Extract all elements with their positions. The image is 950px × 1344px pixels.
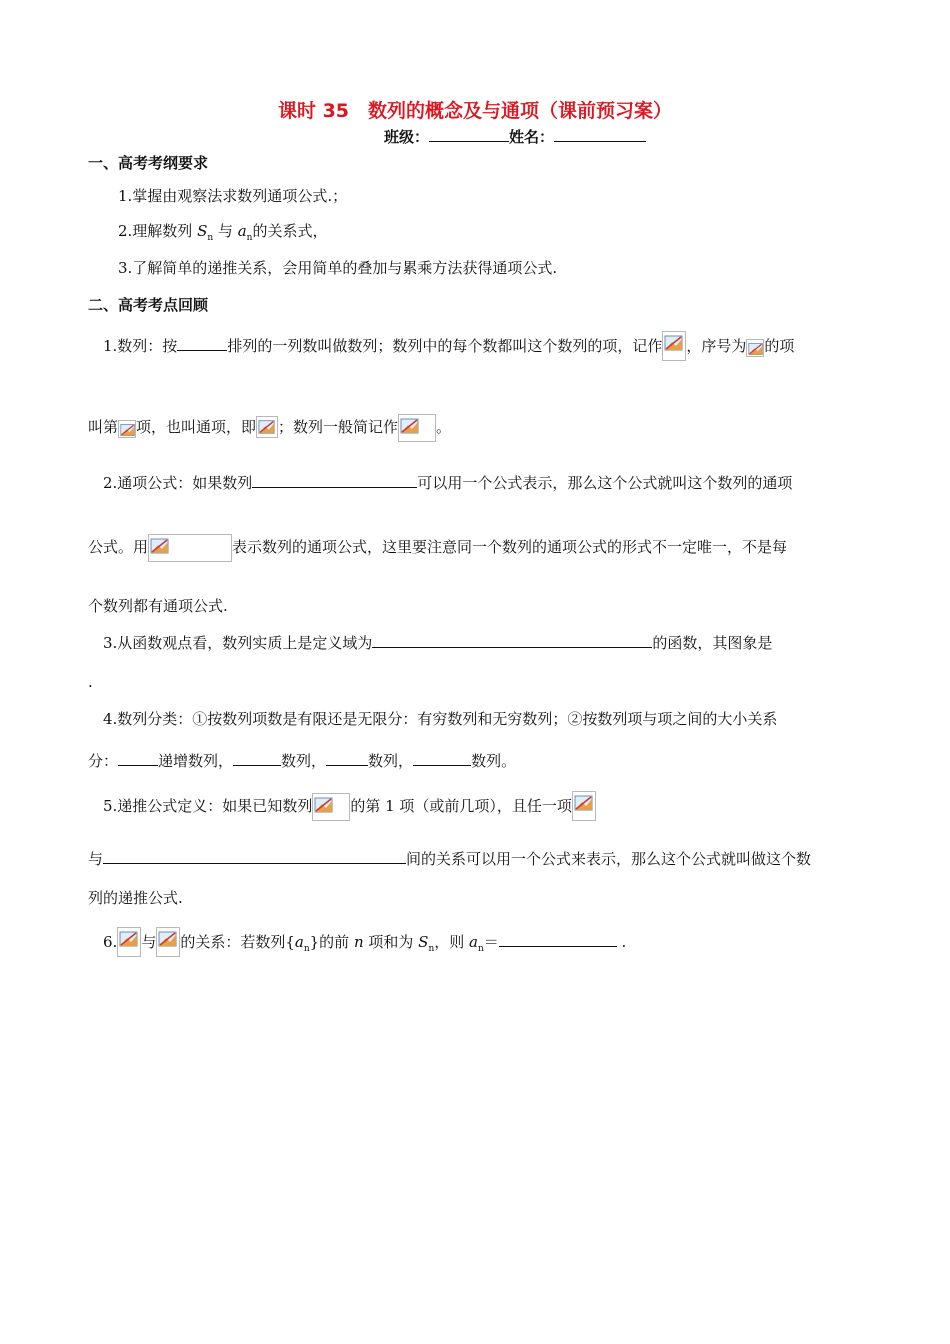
p6-line-1: 6. 与 的关系：若数列$\{a_n\}$的前 n 项和为 $S_n$，则 $a_n=$ .: [103, 927, 626, 959]
p3-line-2: .: [88, 673, 93, 691]
p4-blank-3[interactable]: [326, 750, 368, 766]
section1-item-2: 2.理解数列 $S_n$ 与 $a_n$的关系式，: [118, 222, 328, 243]
broken-image-icon: [118, 420, 136, 438]
section1-item-3: 3.了解简单的递推关系，会用简单的叠加与累乘方法获得通项公式.: [118, 259, 558, 277]
p5-line-2: 与 间的关系可以用一个公式来表示，那么这个公式就叫做这个数: [88, 850, 812, 868]
broken-image-icon: [572, 791, 596, 821]
p2-blank-sequence[interactable]: [252, 472, 417, 488]
p6-blank-an[interactable]: [499, 931, 617, 947]
p4-line-2: 分： 递增数列， 数列， 数列， 数列。: [88, 752, 517, 770]
p4-line-1: 4.数列分类：①按数列项数是有限还是无限分：有穷数列和无穷数列；②按数列项与项之间的大小关系: [103, 710, 778, 728]
p5-blank-relation[interactable]: [103, 848, 406, 864]
broken-image-icon: [148, 534, 232, 562]
section1-heading: 一、高考考纲要求: [88, 154, 209, 172]
name-blank[interactable]: [554, 126, 646, 142]
section2-heading: 二、高考考点回顾: [88, 296, 209, 314]
name-label: 姓名：: [509, 128, 555, 146]
broken-image-icon: [256, 416, 278, 438]
broken-image-icon: [117, 927, 141, 957]
page-title: 课时 35 数列的概念及与通项（课前预习案）: [277, 100, 673, 122]
section1-item-1: 1.掌握由观察法求数列通项公式.；: [118, 187, 348, 205]
p5-line-1: 5.递推公式定义：如果已知数列 的第 1 项（或前几项），且任一项: [103, 791, 596, 821]
p1-line-2: 叫第 项，也叫通项，即 ；数列一般简记作 。: [88, 414, 451, 442]
p4-blank-2[interactable]: [233, 750, 281, 766]
broken-image-icon: [312, 793, 350, 821]
p5-line-3: 列的递推公式.: [88, 889, 183, 907]
class-blank[interactable]: [429, 126, 509, 142]
p1-line-1: 1.数列：按 排列的一列数叫做数列；数列中的每个数都叫这个数列的项，记作 ，序号为 的项: [103, 331, 794, 361]
p1-blank-order[interactable]: [177, 335, 227, 351]
broken-image-icon: [398, 414, 436, 442]
class-name-line: [384, 126, 646, 147]
p4-blank-4[interactable]: [413, 750, 471, 766]
p3-blank-domain[interactable]: [372, 632, 652, 648]
class-label: 班级：: [384, 128, 430, 146]
broken-image-icon: [662, 331, 686, 361]
p2-line-1: 2.通项公式：如果数列 可以用一个公式表示，那么这个公式就叫这个数列的通项: [103, 474, 793, 492]
broken-image-icon: [156, 927, 180, 957]
p4-blank-1[interactable]: [118, 750, 158, 766]
p2-line-3: 个数列都有通项公式.: [88, 597, 228, 615]
p3-line-1: 3.从函数观点看，数列实质上是定义域为 的函数，其图象是: [103, 634, 773, 652]
p2-line-2: 公式。用 表示数列的通项公式，这里要注意同一个数列的通项公式的形式不一定唯一，不是每: [88, 534, 787, 562]
broken-image-icon: [746, 339, 764, 357]
